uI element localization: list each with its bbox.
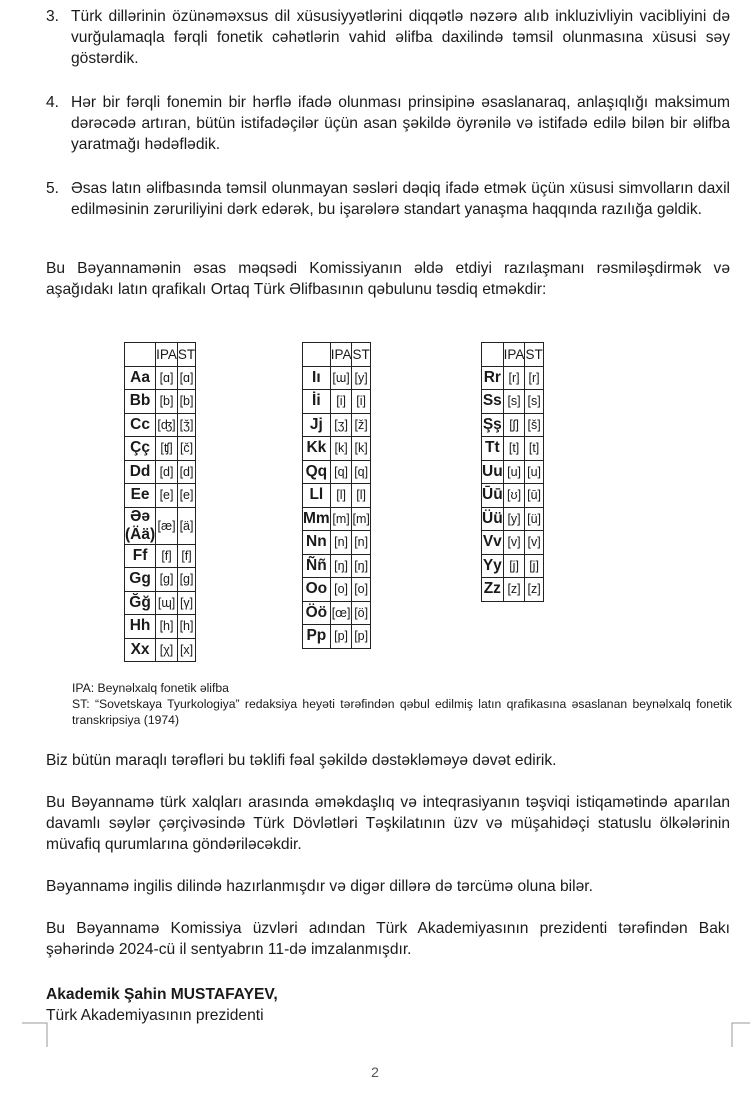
point-text: Əsas latın əlifbasında təmsil olunmayan səsləri dəqiq ifadə etmək üçün xüsusi simvolların daxil edilməsinin zəruriliyini dərk edərək, bu işarələrə standart yanaşma haqqında razılığa gəldik. (71, 180, 730, 218)
ipa-cell: [ʤ] (156, 413, 178, 437)
ipa-cell: [o] (330, 578, 352, 602)
letter-row (303, 437, 371, 461)
st-cell: [y] (352, 366, 370, 390)
ipa-cell: [ɰ] (156, 591, 178, 615)
letter-row (482, 413, 544, 437)
letter-row (125, 591, 196, 615)
letter-row (482, 554, 544, 578)
header-ipa: IPA (330, 343, 352, 367)
letter-cell: Çç (125, 437, 156, 461)
paragraph-languages: Bəyannamə ingilis dilində hazırlanmışdır və digər dillərə də tərcümə oluna bilər. (46, 878, 593, 895)
letter-cell: Əə (Ää) (125, 507, 156, 543)
ipa-cell: [t] (503, 437, 525, 461)
letter-cell: Üü (482, 507, 504, 531)
letter-cell: Vv (482, 531, 504, 555)
header-blank (303, 343, 331, 367)
letter-row (125, 507, 196, 544)
st-cell: [g] (177, 568, 195, 592)
letter-row (125, 615, 196, 639)
letter-row (303, 625, 371, 649)
letter-cell: Uu (482, 460, 504, 484)
letter-cell: Dd (125, 460, 156, 484)
header-st: ST (525, 343, 543, 367)
st-cell: [ä] (177, 507, 195, 544)
letter-row (303, 531, 371, 555)
ipa-cell: [d] (156, 460, 178, 484)
margin-corner-left (22, 1022, 48, 1048)
letter-row (125, 544, 196, 568)
st-cell: [ǯ] (177, 413, 195, 437)
letter-row (482, 578, 544, 602)
letter-cell: Hh (125, 615, 156, 639)
letter-row (125, 460, 196, 484)
letter-row (303, 390, 371, 414)
st-cell: [l] (352, 484, 370, 508)
ipa-cell: [p] (330, 625, 352, 649)
ipa-cell: [b] (156, 390, 178, 414)
st-cell: [v] (525, 531, 543, 555)
ipa-cell: [ʃ] (503, 413, 525, 437)
ipa-cell: [f] (156, 544, 178, 568)
st-cell: [t] (525, 437, 543, 461)
letter-cell: Tt (482, 437, 504, 461)
st-cell: [ö] (352, 601, 370, 625)
letter-row (125, 484, 196, 508)
ipa-cell: [ʒ] (330, 413, 352, 437)
st-cell: [m] (352, 507, 370, 531)
ipa-cell: [z] (503, 578, 525, 602)
signatory-name: Akademik Şahin MUSTAFAYEV, (46, 986, 278, 1003)
st-cell: [u] (525, 460, 543, 484)
header-blank (482, 343, 504, 367)
st-cell: [n] (352, 531, 370, 555)
st-cell: [γ] (177, 591, 195, 615)
ipa-cell: [ɯ] (330, 366, 352, 390)
table-header-row (125, 343, 196, 367)
point-number: 4. (46, 94, 60, 111)
letter-row (303, 578, 371, 602)
st-cell: [f] (177, 544, 195, 568)
ipa-cell: [y] (503, 507, 525, 531)
letter-cell: Ll (303, 484, 331, 508)
ipa-cell: [q] (330, 460, 352, 484)
letter-row (482, 437, 544, 461)
st-cell: [p] (352, 625, 370, 649)
st-cell: [ž] (352, 413, 370, 437)
st-cell: [r] (525, 366, 543, 390)
st-cell: [o] (352, 578, 370, 602)
letter-cell: Jj (303, 413, 331, 437)
ipa-cell: [e] (156, 484, 178, 508)
ipa-cell: [u] (503, 460, 525, 484)
point-text: Türk dillərinin özünəməxsus dil xüsusiyyətlərini diqqətlə nəzərə alıb inkluzivliyin vacibliyini də vurğulamaqla fərqli fonetik cəhətlərin vahid əlifba daxilində təmsil olunmasına xüsusi səy göstərdik. (71, 8, 730, 67)
st-cell: [d] (177, 460, 195, 484)
letter-row (482, 366, 544, 390)
point-5 (46, 178, 730, 220)
numbered-points (46, 6, 730, 243)
letter-row (303, 484, 371, 508)
st-cell: [ū] (525, 484, 543, 508)
letter-cell: Şş (482, 413, 504, 437)
letter-row (482, 390, 544, 414)
letter-cell: Iı (303, 366, 331, 390)
ipa-cell: [œ] (330, 601, 352, 625)
st-cell: [z] (525, 578, 543, 602)
st-cell: [ŋ] (352, 554, 370, 578)
ipa-cell: [l] (330, 484, 352, 508)
header-blank (125, 343, 156, 367)
letter-cell: Ūū (482, 484, 504, 508)
letter-cell: Pp (303, 625, 331, 649)
letter-cell: İi (303, 390, 331, 414)
st-cell: [ɑ] (177, 366, 195, 390)
ipa-cell: [m] (330, 507, 352, 531)
letter-row (303, 413, 371, 437)
ipa-cell: [g] (156, 568, 178, 592)
ipa-cell: [s] (503, 390, 525, 414)
intro-paragraph: Bu Bəyannamənin əsas məqsədi Komissiyanın əldə etdiyi razılaşmanı rəsmiləşdirmək və aşağıdakı latın qrafikalı Ortaq Türk Əlifbasının qəbulunu təsdiq etməkdir: (46, 260, 730, 298)
letter-cell: Ff (125, 544, 156, 568)
st-cell: [č] (177, 437, 195, 461)
letter-cell: Ee (125, 484, 156, 508)
st-cell: [k] (352, 437, 370, 461)
letter-row (125, 390, 196, 414)
ipa-cell: [v] (503, 531, 525, 555)
st-cell: [q] (352, 460, 370, 484)
st-cell: [e] (177, 484, 195, 508)
table-header-row (303, 343, 371, 367)
ipa-cell: [r] (503, 366, 525, 390)
letter-row (303, 460, 371, 484)
ipa-cell: [h] (156, 615, 178, 639)
ipa-cell: [j] (503, 554, 525, 578)
letter-row (303, 507, 371, 531)
letter-cell: Cc (125, 413, 156, 437)
point-3 (46, 6, 730, 69)
letter-row (125, 366, 196, 390)
letter-cell: Ññ (303, 554, 331, 578)
alphabet-table-1 (124, 342, 196, 662)
ipa-cell: [æ] (156, 507, 178, 544)
ipa-cell: [ʊ] (503, 484, 525, 508)
letter-cell: Nn (303, 531, 331, 555)
ipa-cell: [k] (330, 437, 352, 461)
letter-cell: Kk (303, 437, 331, 461)
letter-cell: Rr (482, 366, 504, 390)
page-number: 2 (371, 1064, 379, 1080)
paragraph-send: Bu Bəyannamə türk xalqları arasında əməkdaşlıq və inteqrasiyanın təşviqi istiqamətində aparılan davamlı səylər çərçivəsində Türk Dövlətləri Təşkilatının üzv və müşahidəçi statuslu ölkələrinin müvafiq qurumlarına göndəriləcəkdir. (46, 794, 730, 853)
st-cell: [j] (525, 554, 543, 578)
point-4 (46, 92, 730, 155)
footnote-ipa: IPA: Beynəlxalq fonetik əlifba (72, 681, 229, 695)
letter-row (125, 638, 196, 662)
letter-row (482, 507, 544, 531)
ipa-cell: [χ] (156, 638, 178, 662)
paragraph-invite: Biz bütün maraqlı tərəfləri bu təklifi fəal şəkildə dəstəkləməyə dəvət edirik. (46, 752, 557, 769)
header-ipa: IPA (156, 343, 178, 367)
letter-row (303, 554, 371, 578)
letter-cell: Aa (125, 366, 156, 390)
footnote-st: ST: “Sovetskaya Tyurkologiya” redaksiya heyəti tərəfindən qəbul edilmiş latın qrafikasına əsaslanan beynəlxalq fonetik transkripsiya (1974) (72, 697, 732, 727)
st-cell: [ü] (525, 507, 543, 531)
table-header-row (482, 343, 544, 367)
letter-cell: Yy (482, 554, 504, 578)
letter-row (303, 366, 371, 390)
letter-row (125, 437, 196, 461)
ipa-cell: [ʧ] (156, 437, 178, 461)
letter-cell: Ğğ (125, 591, 156, 615)
st-cell: [x] (177, 638, 195, 662)
header-ipa: IPA (503, 343, 525, 367)
paragraph-signed: Bu Bəyannamə Komissiya üzvləri adından Türk Akademiyasının prezidenti tərəfindən Bakı şəhərində 2024-cü il sentyabrın 11-də imzalanmışdır. (46, 920, 730, 958)
letter-cell: Gg (125, 568, 156, 592)
ipa-cell: [n] (330, 531, 352, 555)
st-cell: [b] (177, 390, 195, 414)
letter-cell: Ss (482, 390, 504, 414)
letter-cell: Zz (482, 578, 504, 602)
letter-cell: Öö (303, 601, 331, 625)
letter-cell: Oo (303, 578, 331, 602)
st-cell: [š] (525, 413, 543, 437)
point-number: 3. (46, 8, 60, 25)
st-cell: [h] (177, 615, 195, 639)
letter-row (303, 601, 371, 625)
letter-cell: Bb (125, 390, 156, 414)
st-cell: [i] (352, 390, 370, 414)
header-st: ST (177, 343, 195, 367)
alphabet-table-3 (481, 342, 544, 602)
letter-row (482, 531, 544, 555)
signature-block (46, 984, 278, 1026)
alphabet-table-2 (302, 342, 371, 649)
letter-cell: Xx (125, 638, 156, 662)
ipa-cell: [i] (330, 390, 352, 414)
st-cell: [s] (525, 390, 543, 414)
header-st: ST (352, 343, 370, 367)
letter-row (482, 484, 544, 508)
margin-corner-right (731, 1022, 750, 1048)
letter-row (125, 568, 196, 592)
letter-row (482, 460, 544, 484)
letter-cell: Qq (303, 460, 331, 484)
point-number: 5. (46, 180, 60, 197)
signatory-title: Türk Akademiyasının prezidenti (46, 1007, 264, 1024)
letter-row (125, 413, 196, 437)
point-text: Hər bir fərqli fonemin bir hərflə ifadə olunması prinsipinə əsaslanaraq, anlaşıqlığı maksimum dərəcədə artıran, bütün istifadəçilər üçün asan şəkildə öyrənilə və istifadə edilə bilən bir əlifba yaratmağı hədəflədik. (71, 94, 730, 153)
ipa-cell: [ŋ] (330, 554, 352, 578)
letter-cell: Mm (303, 507, 331, 531)
ipa-cell: [ɑ] (156, 366, 178, 390)
